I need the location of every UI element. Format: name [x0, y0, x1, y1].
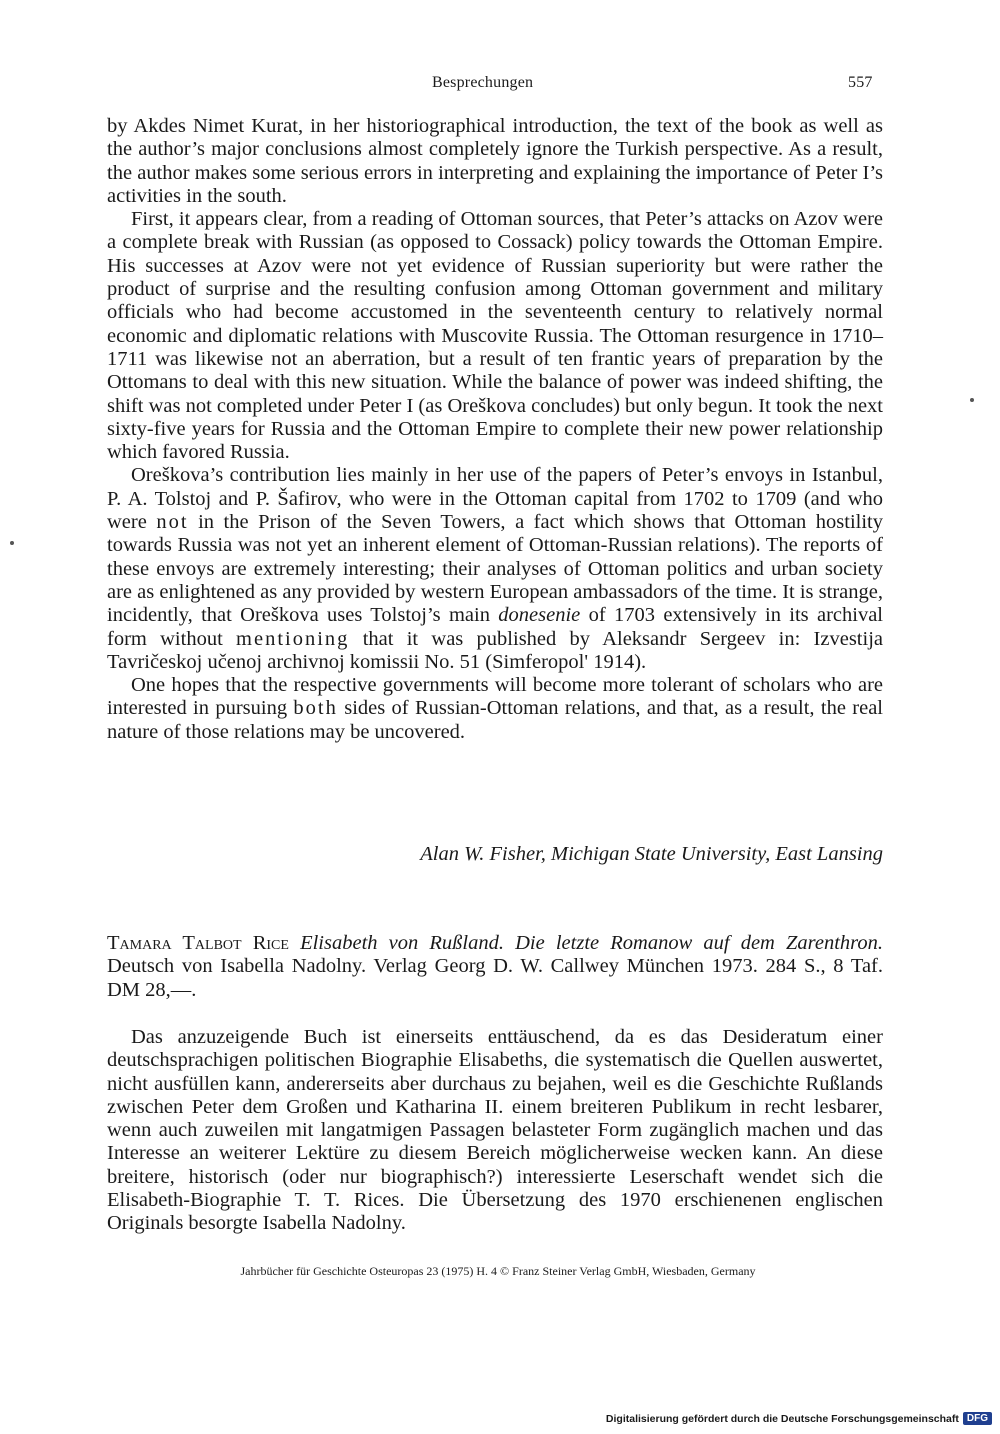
text-run: sides of Russian-Ottoman relations, and that, as a result, the real nature of those relations may be uncovered.	[107, 697, 883, 743]
digitization-text: Digitalisierung gefördert durch die Deutsche Forschungsgemeinschaft	[605, 1412, 959, 1425]
citation	[107, 932, 883, 1002]
publication-details: Deutsch von Isabella Nadolny. Verlag Georg D. W. Callwey München 1973. 284 S., 8 Taf. DM 28,—.	[107, 955, 883, 1001]
paragraph: Das anzuzeigende Buch ist einerseits enttäuschend, da es das Desideratum einer deutschsprachigen politischen Biographie Elisabeths, die systematisch die Quellen auswertet, nicht ausfüllen kann, andererseits aber durchaus zu bejahen, weil es die Geschichte Rußlands zwischen Peter dem Großen und Katharina II. einem breiteren Publikum in recht lesbarer, wenn auch zuweilen mit langatmigen Passagen belasteter Form zugänglich machen und das Interesse an weiterer Lektüre zu diesem Bereich möglicherweise wecken kann. An diese breitere, historisch (oder nur biographisch?) interessierte Leserschaft wendet sich die Elisabeth-Biographie T. T. Rices. Die Übersetzung des 1970 erschienenen englischen Originals besorgte Isabella Nadolny.	[107, 1026, 883, 1235]
text-run: of 1703 extensively in its archival form without	[107, 604, 883, 650]
book-author: Tamara Talbot Rice	[107, 932, 289, 954]
journal-footer: Jahrbücher für Geschichte Osteuropas 23 (1975) H. 4 © Franz Steiner Verlag GmbH, Wiesbaden, Germany	[240, 1264, 756, 1278]
reviewer-signature: Alan W. Fisher, Michigan State University, East Lansing	[420, 843, 883, 865]
margin-mark	[970, 398, 974, 402]
text-run: in the Prison of the Seven Towers, a fact which shows that Ottoman hostility towards Russia was not yet an inherent element of Ottoman-Russian relations). The reports of these envoys are extremely interesting; their analyses of Ottoman politics and urban society are as enlightened as any provided by western European ambassadors of the time. It is strange, incidently, that Oreškova uses Tolstoj’s main	[107, 511, 884, 627]
digitization-credit	[606, 1412, 992, 1425]
paragraph: First, it appears clear, from a reading of Ottoman sources, that Peter’s attacks on Azov were a complete break with Russian (as opposed to Cossack) policy towards the Ottoman Empire. His successes at Azov were not yet evidence of Russian superiority but were rather the product of surprise and the resulting confusion among Ottoman government and military officials who had become accustomed in the seventeenth century to relatively normal economic and diplomatic relations with Muscovite Russia. The Ottoman resurgence in 1710–1711 was likewise not an aberration, but a result of ten frantic years of preparation by the Ottomans to deal with this new situation. While the balance of power was indeed shifting, the shift was not completed under Peter I (as Oreškova concludes) but only begun. It took the next sixty-five years for Russia and the Ottoman Empire to complete their new power relationship which favored Russia.	[107, 208, 883, 464]
emphasis-spaced: not	[156, 511, 189, 534]
paragraph	[107, 464, 883, 674]
review-fisher	[107, 115, 883, 744]
paragraph	[107, 674, 883, 744]
dfg-logo-icon: DFG	[963, 1412, 992, 1425]
margin-mark	[10, 541, 14, 545]
emphasis-spaced: mentioning	[236, 627, 350, 650]
review-rice	[107, 1026, 883, 1236]
book-title: Elisabeth von Rußland. Die letzte Romanow auf dem Zarenthron.	[300, 932, 884, 954]
paragraph: by Akdes Nimet Kurat, in her historiographical introduction, the text of the book as well as the author’s major conclusions almost completely ignore the Turkish perspective. As a result, the author makes some serious errors in interpreting and explaining the importance of Peter I’s activities in the south.	[107, 115, 883, 207]
running-head-title: Besprechungen	[432, 74, 534, 91]
emphasis-italic: donesenie	[498, 604, 581, 627]
text-run: that it was published by Aleksandr Sergeev in: Izvestija Tavričeskoj učenoj archivnoj komissii No. 51 (Simferopol' 1914).	[107, 627, 883, 673]
bibliographic-entry	[107, 932, 883, 1002]
text-run: One hopes that the respective governments will become more tolerant of scholars who are interested in pursuing	[107, 674, 883, 720]
page-number: 557	[848, 74, 873, 91]
text-run: Oreškova’s contribution lies mainly in her use of the papers of Peter’s envoys in Istanbul, P. A. Tolstoj and P. Šafirov, who were in the Ottoman capital from 1702 to 1709 (and who were	[107, 464, 883, 534]
emphasis-spaced: both	[293, 697, 338, 720]
